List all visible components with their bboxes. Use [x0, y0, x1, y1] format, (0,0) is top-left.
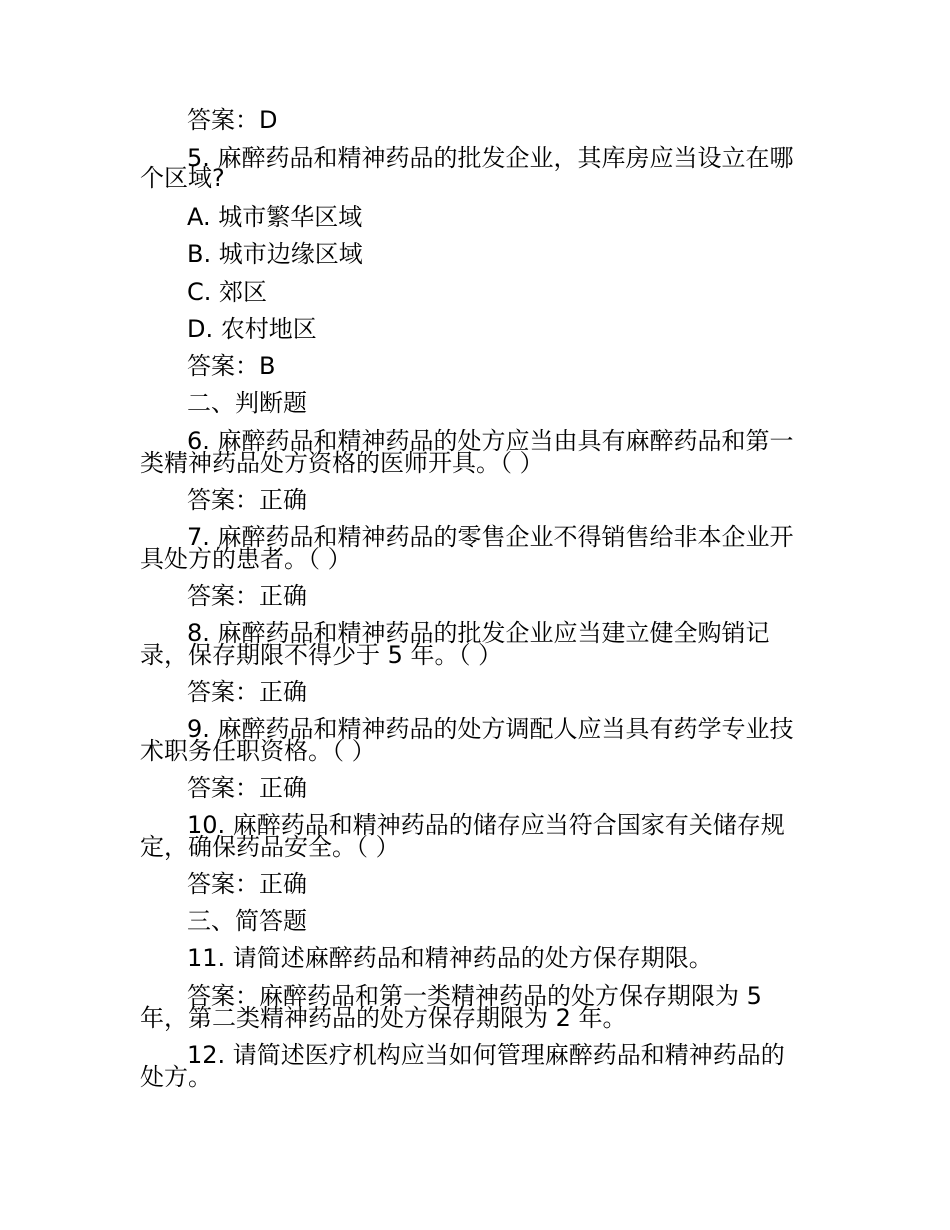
- answer-11-line-2: 年，第二类精神药品的处方保存期限为 2 年。: [140, 1004, 627, 1032]
- section-heading-judgement: 二、判断题: [187, 389, 307, 417]
- question-10-line-2: 定，确保药品安全。（ ）: [140, 833, 400, 861]
- question-8-line-1: 8. 麻醉药品和精神药品的批发企业应当建立健全购销记: [187, 619, 770, 647]
- answer-7: 答案：正确: [187, 582, 307, 610]
- answer-6: 答案：正确: [187, 486, 307, 514]
- question-9-line-2: 术职务任职资格。（ ）: [140, 737, 376, 765]
- question-6-line-2: 类精神药品处方资格的医师开具。（ ）: [140, 449, 544, 477]
- question-7-line-1: 7. 麻醉药品和精神药品的零售企业不得销售给非本企业开: [187, 523, 794, 551]
- option-c: C. 郊区: [187, 278, 268, 306]
- section-heading-short-answer: 三、简答题: [187, 907, 307, 935]
- answer-8: 答案：正确: [187, 678, 307, 706]
- question-6-line-1: 6. 麻醉药品和精神药品的处方应当由具有麻醉药品和第一: [187, 427, 794, 455]
- question-8-line-2: 录，保存期限不得少于 5 年。（ ）: [140, 641, 503, 669]
- question-5-line-1: 5. 麻醉药品和精神药品的批发企业，其库房应当设立在哪: [187, 144, 794, 172]
- question-11: 11. 请简述麻醉药品和精神药品的处方保存期限。: [187, 944, 713, 972]
- answer-11-line-1: 答案：麻醉药品和第一类精神药品的处方保存期限为 5: [187, 982, 762, 1010]
- answer-10: 答案：正确: [187, 870, 307, 898]
- option-a: A. 城市繁华区域: [187, 203, 363, 231]
- question-10-line-1: 10. 麻醉药品和精神药品的储存应当符合国家有关储存规: [187, 811, 785, 839]
- answer-4: 答案：D: [187, 106, 278, 134]
- answer-5: 答案：B: [187, 352, 276, 380]
- option-d: D. 农村地区: [187, 315, 317, 343]
- question-12-line-1: 12. 请简述医疗机构应当如何管理麻醉药品和精神药品的: [187, 1041, 785, 1069]
- option-b: B. 城市边缘区域: [187, 240, 363, 268]
- question-9-line-1: 9. 麻醉药品和精神药品的处方调配人应当具有药学专业技: [187, 715, 794, 743]
- question-12-line-2: 处方。: [140, 1063, 212, 1091]
- answer-9: 答案：正确: [187, 774, 307, 802]
- question-7-line-2: 具处方的患者。（ ）: [140, 545, 352, 573]
- question-5-line-2: 个区域?: [140, 164, 225, 192]
